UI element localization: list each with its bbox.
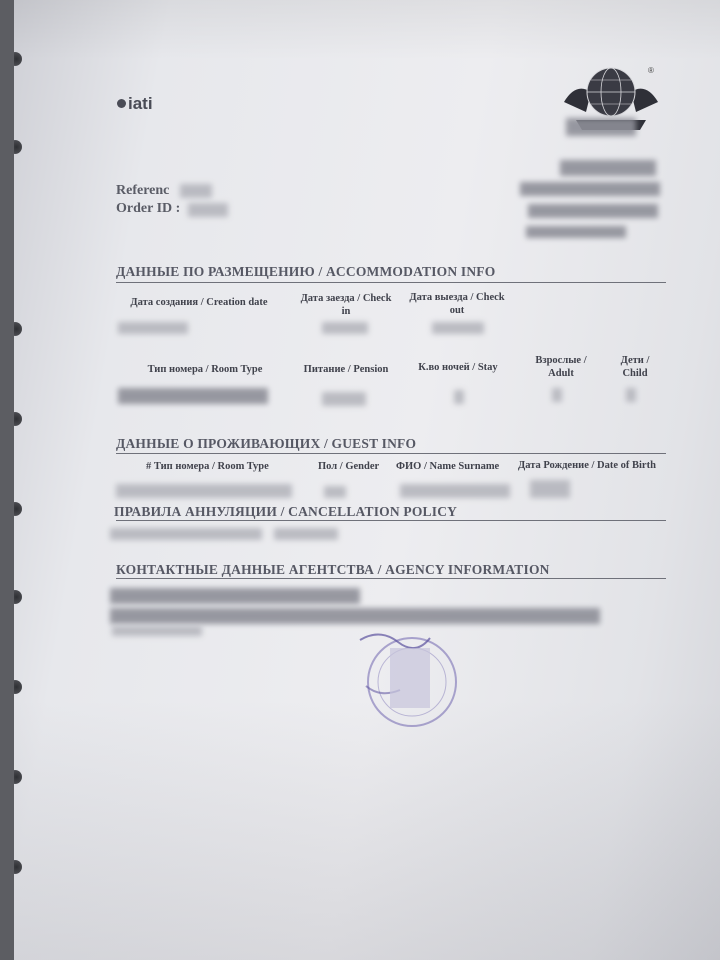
col-check-in: Дата заезда / Check in: [300, 293, 392, 317]
col-check-out: Дата выезда / Check out: [409, 292, 505, 316]
redacted-value: [324, 486, 346, 498]
redacted-value: [116, 484, 292, 498]
section-title-agency: КОНТАКТНЫЕ ДАННЫЕ АГЕНТСТВА / AGENCY INFORMATION: [116, 562, 550, 577]
punch-hole: [14, 52, 22, 66]
redacted-address: [528, 204, 658, 218]
redacted-agency-info: [110, 588, 360, 604]
redacted-value: [454, 390, 464, 404]
redacted-address: [526, 226, 626, 238]
redacted-value: [274, 528, 338, 540]
col-date-of-birth: Дата Рождение / Date of Birth: [518, 460, 656, 471]
divider: [116, 578, 666, 579]
iati-logo: iati: [128, 94, 153, 113]
redacted-value: [118, 388, 268, 404]
col-creation-date: Дата создания / Creation date: [130, 297, 268, 308]
section-title-guest: ДАННЫЕ О ПРОЖИВАЮЩИХ / GUEST INFO: [116, 436, 417, 451]
redacted-order-id: [188, 203, 228, 217]
punch-hole: [14, 590, 22, 604]
col-pension: Питание / Pension: [303, 364, 389, 375]
redacted-reference: [180, 184, 212, 198]
col-name-surname: ФИО / Name Surname: [396, 461, 500, 472]
col-guest-room-type: # Тип номера / Room Type: [146, 461, 269, 472]
divider: [116, 282, 666, 283]
redacted-value: [322, 392, 366, 406]
order-id-label: Order ID :: [116, 201, 181, 216]
redacted-emblem-text: [566, 118, 636, 136]
col-child: Дети / Child: [620, 355, 650, 379]
section-title-accommodation: ДАННЫЕ ПО РАЗМЕЩЕНИЮ / ACCOMMODATION INFO: [116, 264, 496, 279]
punch-hole: [14, 680, 22, 694]
redacted-value: [118, 322, 188, 334]
col-gender: Пол / Gender: [318, 461, 380, 472]
redacted-value: [552, 388, 562, 402]
punch-hole: [14, 412, 22, 426]
agency-stamp: [340, 620, 470, 740]
col-adult: Взрослые / Adult: [535, 355, 587, 379]
redacted-address: [520, 182, 660, 196]
redacted-address: [560, 160, 656, 176]
reference-label: Referenc: [116, 183, 170, 198]
punch-hole: [14, 502, 22, 516]
iati-logo-icon: [117, 99, 126, 108]
document-sheet: [14, 0, 720, 960]
col-stay: К.во ночей / Stay: [418, 362, 498, 373]
divider: [116, 520, 666, 521]
col-room-type: Тип номера / Room Type: [147, 364, 263, 375]
redacted-value: [530, 480, 570, 498]
redacted-value: [400, 484, 510, 498]
section-title-cancellation: ПРАВИЛА АННУЛЯЦИИ / CANCELLATION POLICY: [114, 504, 458, 519]
redacted-value: [626, 388, 636, 402]
punch-hole: [14, 140, 22, 154]
redacted-value: [432, 322, 484, 334]
redacted-value: [322, 322, 368, 334]
redacted-value: [110, 528, 262, 540]
punch-hole: [14, 322, 22, 336]
redacted-agency-info: [112, 626, 202, 636]
divider: [116, 453, 666, 454]
registered-mark-icon: ®: [648, 66, 654, 75]
